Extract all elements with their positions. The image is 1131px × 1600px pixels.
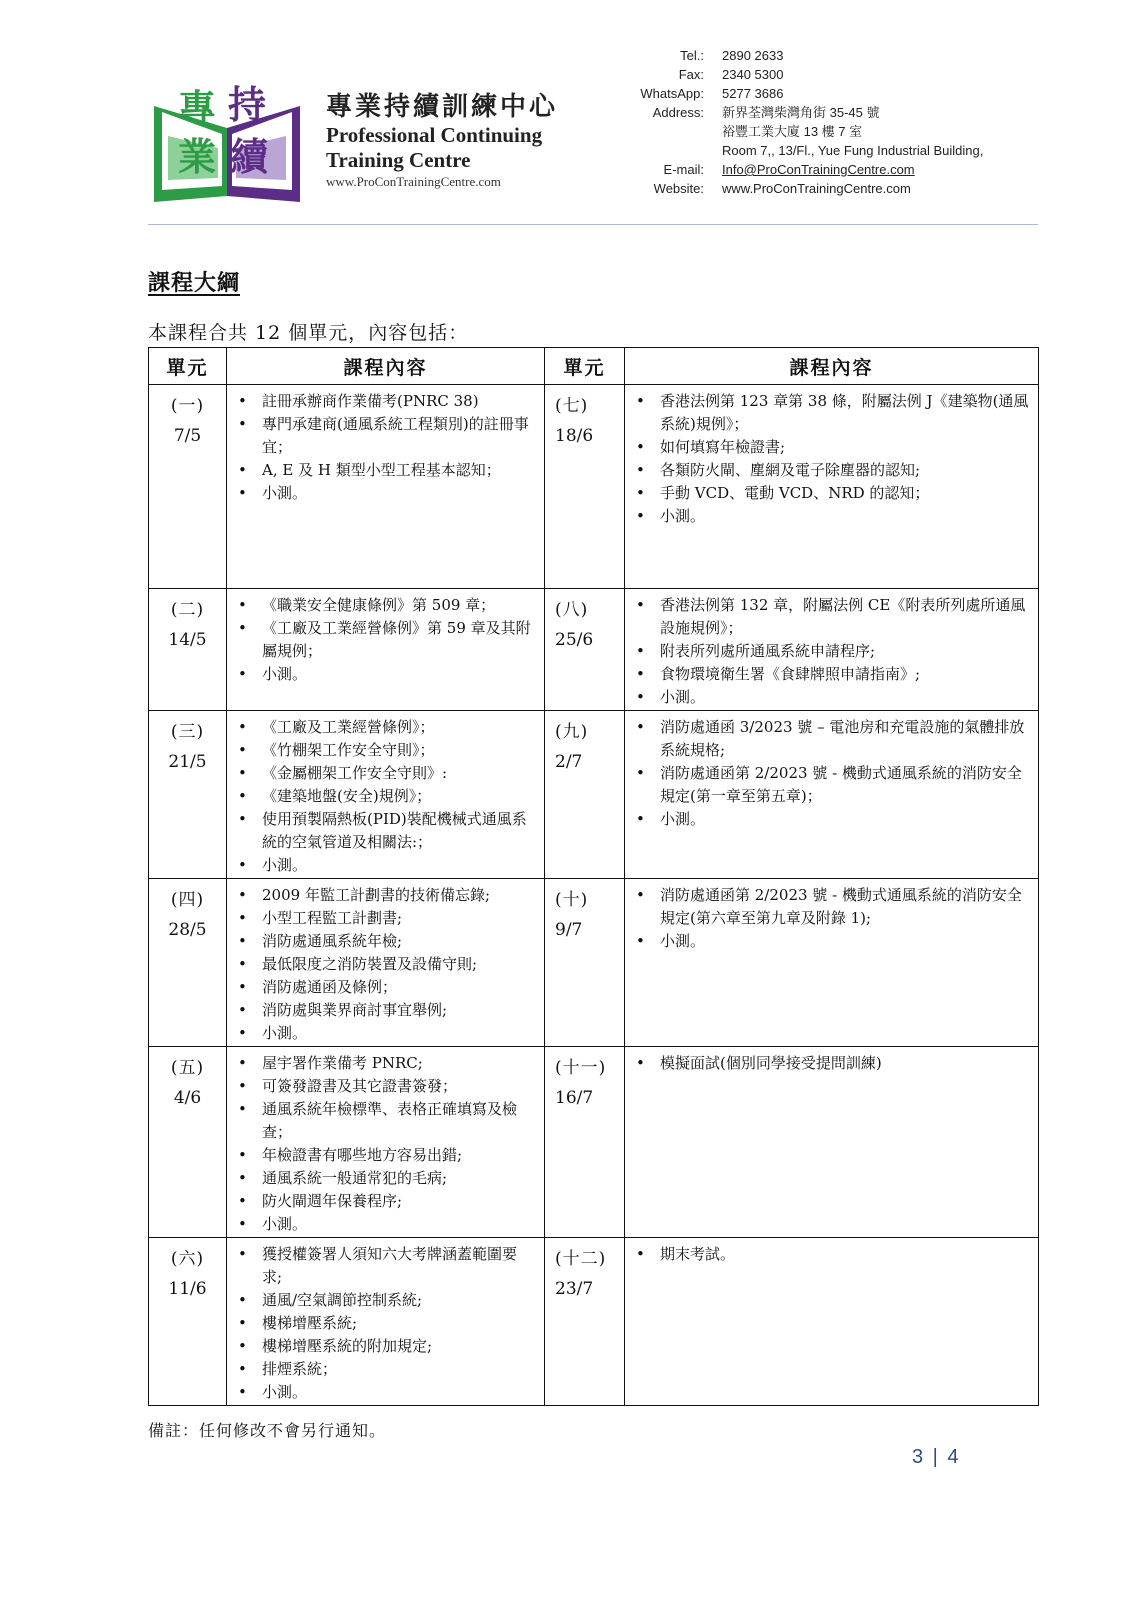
contact-value: 裕豐工業大廈 13 樓 7 室 [722,124,863,139]
unit-number: (十一) [555,1058,607,1078]
list-item: • 《竹棚架工作安全守則》； [232,739,535,762]
content-list [228,1048,543,1236]
unit-cell [149,879,227,1047]
list-item: • 小測。 [232,1213,535,1236]
content-list [228,386,543,505]
org-website: www.ProConTrainingCentre.com [326,174,501,189]
list-item: • 香港法例第 123 章第 38 條，附屬法例 J《建築物(通風系統)規例》； [630,390,1029,436]
logo-char-2: 持 [228,82,267,127]
email-link[interactable]: Info@ProConTrainingCentre.com [722,162,915,177]
unit-cell [545,879,625,1047]
list-item: • 小測。 [630,505,1029,528]
content-cell [227,1238,545,1406]
contact-label [630,122,722,141]
content-cell [227,1047,545,1238]
list-item: • 小測。 [232,1381,535,1404]
unit-number: (四) [170,890,205,910]
list-item: • 《建築地盤(安全)規例》； [232,785,535,808]
list-item: • 《職業安全健康條例》第 509 章； [232,594,535,617]
list-item: • 小型工程監工計劃書; [232,907,535,930]
list-item: • 附表所列處所通風系統申請程序; [630,640,1029,663]
unit-cell [545,385,625,589]
list-item: • 通風系統年檢標準、表格正確填寫及檢查； [232,1098,535,1144]
contact-row-address-3 [630,141,983,160]
unit-date: 21/5 [168,752,207,772]
content-list [228,880,543,1045]
intro-text: 本課程合共 12 個單元，內容包括： [148,322,469,344]
col-header-unit: 單元 [545,348,625,385]
contact-row-address-2 [630,122,983,141]
contact-value: 新界荃灣柴灣角街 35-45 號 [722,105,880,120]
unit-cell [545,1047,625,1238]
unit-date: 7/5 [173,426,202,446]
org-name-en-line2: Training Centre [326,148,471,172]
list-item: • 小測。 [630,686,1029,709]
contact-label: Tel.: [680,48,704,63]
list-item: • 小測。 [232,1022,535,1045]
contact-label: Fax: [678,67,704,82]
unit-cell [545,1238,625,1406]
content-cell [227,385,545,589]
unit-cell [149,1047,227,1238]
list-item: • 小測。 [232,482,535,505]
table-row [149,711,1039,879]
unit-date: 2/7 [555,752,583,772]
unit-cell [149,385,227,589]
org-name-en-line1: Professional Continuing [326,123,543,147]
logo-char-4: 續 [230,134,269,179]
list-item: • 各類防火閘、塵網及電子除塵器的認知; [630,459,1029,482]
unit-number: (九) [555,722,589,742]
unit-number: (十) [555,890,589,910]
list-item: • 年檢證書有哪些地方容易出錯; [232,1144,535,1167]
col-header-content: 課程內容 [625,348,1039,385]
contact-label: Address: [652,105,704,120]
content-cell [625,385,1039,589]
contact-value: 2890 2633 [722,48,784,63]
unit-number: (七) [555,396,589,416]
contact-row-whatsapp [630,84,983,103]
contact-value: 2340 5300 [722,67,784,82]
contact-label: WhatsApp: [640,86,704,101]
logo-char-1: 專 [178,86,217,131]
list-item: • 消防處通函第 2/2023 號 - 機動式通風系統的消防安全規定(第一章至第五章)； [630,762,1029,808]
contact-row-website [630,179,983,198]
unit-cell [545,589,625,711]
content-cell [227,589,545,711]
list-item: • 樓梯增壓系統的附加規定; [232,1335,535,1358]
list-item: • 模擬面試(個別同學接受提問訓練) [630,1052,1029,1075]
unit-date: 23/7 [555,1279,594,1299]
list-item: • 樓梯增壓系統; [232,1312,535,1335]
content-cell [227,711,545,879]
course-outline-table [148,347,1039,1406]
list-item: • 小測。 [630,930,1029,953]
contact-row-email [630,160,983,179]
unit-date: 28/5 [168,920,207,940]
list-item: • 手動 VCD、電動 VCD、NRD 的認知； [630,482,1029,505]
page-title: 課程大綱 [148,270,241,296]
content-list [626,880,1037,953]
list-item: • 《工廠及工業經營條例》第 59 章及其附屬規例； [232,617,535,663]
website-text: www.ProConTrainingCentre.com [722,181,911,196]
list-item: • 使用預製隔熱板(PID)裝配機械式通風系統的空氣管道及相關法:； [232,808,535,854]
list-item: • 獲授權簽署人須知六大考牌涵蓋範圍要求; [232,1243,535,1289]
table-row [149,1238,1039,1406]
list-item: • 最低限度之消防裝置及設備守則; [232,953,535,976]
contact-row-fax [630,65,983,84]
table-row [149,879,1039,1047]
unit-date: 25/6 [555,630,594,650]
contact-row-address [630,103,983,122]
col-header-unit: 單元 [149,348,227,385]
header-divider [148,224,1038,225]
contact-value: 5277 3686 [722,86,784,101]
unit-number: (十二) [555,1249,607,1269]
organization-name [326,86,558,190]
list-item: • 通風/空氣調節控制系統; [232,1289,535,1312]
unit-number: (二) [170,600,205,620]
content-list [626,386,1037,528]
page-number: 3 | 4 [912,1446,961,1468]
table-header-row [149,348,1039,385]
content-list [228,590,543,686]
content-list [228,1239,543,1404]
logo-char-3: 業 [178,134,217,179]
remark-note: 備註：任何修改不會另行通知。 [148,1421,387,1440]
list-item: • A, E 及 H 類型小型工程基本認知； [232,459,535,482]
unit-number: (六) [170,1249,205,1269]
content-list [626,1048,1037,1075]
table-row [149,385,1039,589]
contact-label: E-mail: [663,162,704,177]
content-list [228,712,543,877]
list-item: • 食物環境衛生署《食肆牌照申請指南》; [630,663,1029,686]
list-item: • 小測。 [232,663,535,686]
unit-date: 9/7 [555,920,583,940]
content-cell [625,1047,1039,1238]
list-item: • 消防處通函及條例； [232,976,535,999]
unit-date: 14/5 [168,630,207,650]
unit-number: (三) [170,722,205,742]
content-cell [625,589,1039,711]
list-item: • 消防處通函第 2/2023 號 - 機動式通風系統的消防安全規定(第六章至第九章及附錄 1); [630,884,1029,930]
list-item: • 香港法例第 132 章，附屬法例 CE《附表所列處所通風設施規例》； [630,594,1029,640]
list-item: • 可簽發證書及其它證書簽發； [232,1075,535,1098]
table-row [149,589,1039,711]
list-item: • 小測。 [232,854,535,877]
list-item: • 如何填寫年檢證書; [630,436,1029,459]
list-item: • 註冊承辦商作業備考(PNRC 38) [232,390,535,413]
content-cell [625,711,1039,879]
list-item: • 2009 年監工計劃書的技術備忘錄; [232,884,535,907]
unit-cell [149,711,227,879]
table-row [149,1047,1039,1238]
content-cell [227,879,545,1047]
unit-date: 16/7 [555,1088,594,1108]
unit-number: (五) [170,1058,205,1078]
content-cell [625,1238,1039,1406]
list-item: • 防火閘週年保養程序; [232,1190,535,1213]
unit-date: 18/6 [555,426,594,446]
list-item: • 消防處通函 3/2023 號 – 電池房和充電設施的氣體排放系統規格; [630,716,1029,762]
content-list [626,712,1037,831]
content-list [626,590,1037,709]
col-header-content: 課程內容 [227,348,545,385]
content-cell [625,879,1039,1047]
unit-number: (八) [555,600,589,620]
content-list [626,1239,1037,1266]
unit-date: 11/6 [168,1279,207,1299]
list-item: • 屋宇署作業備考 PNRC; [232,1052,535,1075]
contact-label [630,141,722,160]
list-item: • 排煙系統； [232,1358,535,1381]
list-item: • 《金屬棚架工作安全守則》: [232,762,535,785]
contact-value: Room 7,, 13/Fl., Yue Fung Industrial Building, [722,143,984,158]
list-item: • 《工廠及工業經營條例》； [232,716,535,739]
list-item: • 專門承建商(通風系統工程類別)的註冊事宜； [232,413,535,459]
list-item: • 消防處通風系統年檢; [232,930,535,953]
unit-cell [545,711,625,879]
unit-date: 4/6 [173,1088,202,1108]
org-name-cn: 專業持續訓練中心 [326,92,559,122]
unit-cell [149,1238,227,1406]
list-item: • 期末考試。 [630,1243,1029,1266]
contact-label: Website: [653,181,704,196]
list-item: • 小測。 [630,808,1029,831]
contact-block [630,46,983,198]
logo [148,78,306,208]
list-item: • 消防處與業界商討事宜舉例; [232,999,535,1022]
unit-number: (一) [170,396,205,416]
book-logo-icon [148,78,306,208]
unit-cell [149,589,227,711]
contact-row-tel [630,46,983,65]
list-item: • 通風系統一般通常犯的毛病; [232,1167,535,1190]
